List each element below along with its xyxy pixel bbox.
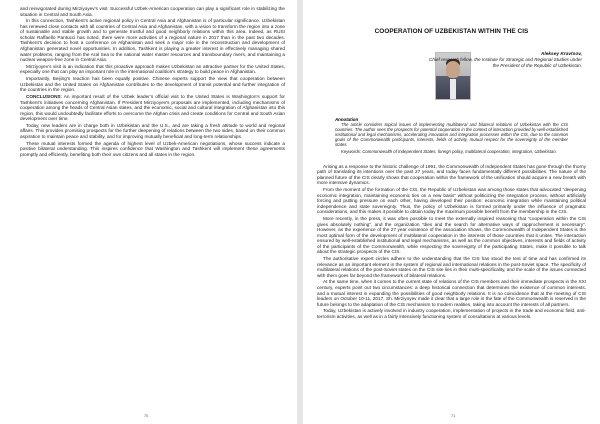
paragraph: From the moment of the formation of the CIS, the Republic of Uzbekistan was among those states that advocated “deepening economic integration, maintaining economic ties on a new basis” without politicizing the integration process, without artificially forcing and putting pressure on each other, having developed their position: economic integration while maintaining political independence and state sovereignty. Thus, the policy of Uzbekistan is formed primarily under the influence of pragmatic considerations, and this makes it possible to obtain today the maximum possible benefit from the membership in the CIS. — [317, 187, 586, 215]
abstract — [317, 117, 586, 154]
right-page — [303, 0, 600, 424]
author-shirt — [450, 79, 456, 99]
author-block — [422, 52, 582, 68]
page-number: 70 — [144, 414, 149, 418]
paragraph: Importantly, Beijing’s reaction has been equally positive. Chinese experts support the view that cooperation between Uzbekistan and the United States on Afghanistan contributes to the development of transit potential and further integration of the countries in the region. — [20, 76, 285, 93]
paragraph: Mirziyoyev’s visit is an indication that this proactive approach makes Uzbekistan an attractive partner for the United States, especially one that can play an important role in the international coalition’s strategy to build peace in Afghanistan. — [20, 63, 285, 75]
abstract-text: The article considers topical issues of implementing multilateral and bilateral relations of Uzbekistan with the CIS countries. The author sees the prospects for potential cooperation in the context of interaction provided by well-established institutional and legal mechanisms, accelerating innovation and integration processes within the CIS, due to the common goals of the Commonwealth participants, interests, fields of activity, mutual respect for the sovereignty of the member states. — [335, 122, 568, 148]
conclusions-paragraph — [20, 94, 285, 122]
author-name: Aleksey Kravtsov, — [540, 52, 582, 57]
paragraph: The authoritative expert circles adhere to the understanding that the CIS has stood the test of time and has confirmed its relevance as an important element in the system of regional and international relations in the post-Soviet space. The specificity of multilateral relations of the post-Soviet states on the CIS site lies in their multi-specificality, and the scale of the issues connected with them goes far beyond the framework of bilateral relations. — [317, 256, 586, 278]
paragraph: Today, new leaders are in charge both in Uzbekistan and the U.S., and are taking a fresh attitude to world and regional affairs. This provides promising prospects for the further deepening of relations between the two sides, based on their common aspiration to maintain peace and stability, and for improving mutually beneficial and long-term relationships. — [20, 122, 285, 139]
page-number: 71 — [451, 414, 456, 418]
paragraph: More recently, in the press, it was often possible to meet the externally inspired reasoning that “cooperation within the CIS gives absolutely nothing”, and the organization “dies and the search for alternative ways of rapprochement is necessary”. However, as the experience of the 27 year existence of the association shows, the Commonwealth of Independent States is the most optimal form of the development of multilateral cooperation in the interests of those countries that it unites. The interaction ensured by well-established institutional and legal mechanisms, as well as the common objectives, interests and fields of activity of the participants of the Commonwealth, while respecting the sovereignty of the participating States, make it possible to talk about the strategic prospects of the CIS. — [317, 216, 586, 255]
paragraph: These mutual interests formed the agenda of highest level of Uzbek-American negotiations, whose success indicate a positive bilateral understanding. This inspires confidence that Washington and Tashkent will implement these agreements promptly and efficiently, benefiting both their own citizens and all states in the region. — [20, 140, 285, 157]
paragraph: In this connection, Tashkent’s active regional policy in Central Asia and Afghanistan is of particular significance. Uzbekistan has renewed close contacts with all countries of Central Asia and Afghanistan, with a vision to transform the region into a zone of sustainable and stable growth and to generate trustful and good neighborly relations within this area. Indeed, as RUSI scholar Raffaello Pantucci has noted, there were more activities of a regional nature in 2017 than in the past two decades. Tashkent’s decision to host a conference on Afghanistan and seek a major role in the reconstruction and development of Afghanistan generated novel opportunities. In addition, Tashkent is playing a greater interest in effectively managing shared water problems, ranging from the Aral Sea to the national water master resources and transboundary rivers, and maintaining a nuclear weapon-free zone in Central Asia. — [20, 18, 285, 63]
article-body — [317, 164, 586, 320]
article-title: COOPERATION OF UZBEKISTAN WITHIN THE CIS — [374, 28, 529, 35]
author-affiliation: Chief research fellow, the Institute for Strategic and Regional Studies under the President of the Republic of Uzbekistan. — [429, 57, 582, 68]
paragraph: At the same time, when it comes to the current state of relations of the CIS members and their immediate prospects in the XXI century, experts point out two circumstances: a deep historical connection that determines the existence of common interests, and a mutual interest in expanding the possibilities of good neighborly relations. It is no coincidence that at the meeting of CIS leaders on October 10-11, 2017, Sh. Mirziyoyev made it clear that a large role in the fate of the Commonwealth is reserved in the future belongs to the adaptation of the CIS mechanism to modern realities, taking into account the interests of all partners. — [317, 279, 586, 307]
paragraph: and reinvigorated during Mirziyoyev’s visit. Successful Uzbek-American cooperation can play a significant role in stabilizing the situation in Central and South Asia. — [20, 6, 285, 17]
conclusions-text: : An important result of the Uzbek leader’s official visit to the United States is Washington’s support for Tashkent’s initiatives concerning Afghanistan. If President Mirziyoyev’s proposals are implemented, including mechanisms of cooperation among the heads of Central Asian states, and the economic, social and cultural integration of Afghanistan into this region, this would undoubtedly facilitate efforts to overcome the Afghan crisis and create conditions for Central and South Asian development over time. — [20, 93, 285, 122]
left-page — [0, 0, 297, 424]
keywords: Keywords: Commonwealth of Independent States, foreign policy, multilateral cooperation, integration, Uzbekistan. — [341, 148, 557, 154]
paragraph: Today, Uzbekistan is actively involved in industry cooperation, implementation of projects in the trade and economic field, anti-terrorism activities, as well as in a fairly intensively functioning system of consultations at various levels. — [317, 308, 586, 319]
conclusions-lead: CONCLUSIONS — [26, 93, 61, 99]
paragraph: Arising as a response to the historic challenge of 1991, the Commonwealth of Independent States has gone through the thorny path of translating its intentions over the past 27 years, and today faces fundamentally different possibilities. The nature of the planned future of the CIS clearly shows that cooperation within the framework of the unification should acquire a new breath with more intensive dynamics. — [317, 163, 586, 186]
abstract-label: Annotation — [335, 117, 359, 122]
